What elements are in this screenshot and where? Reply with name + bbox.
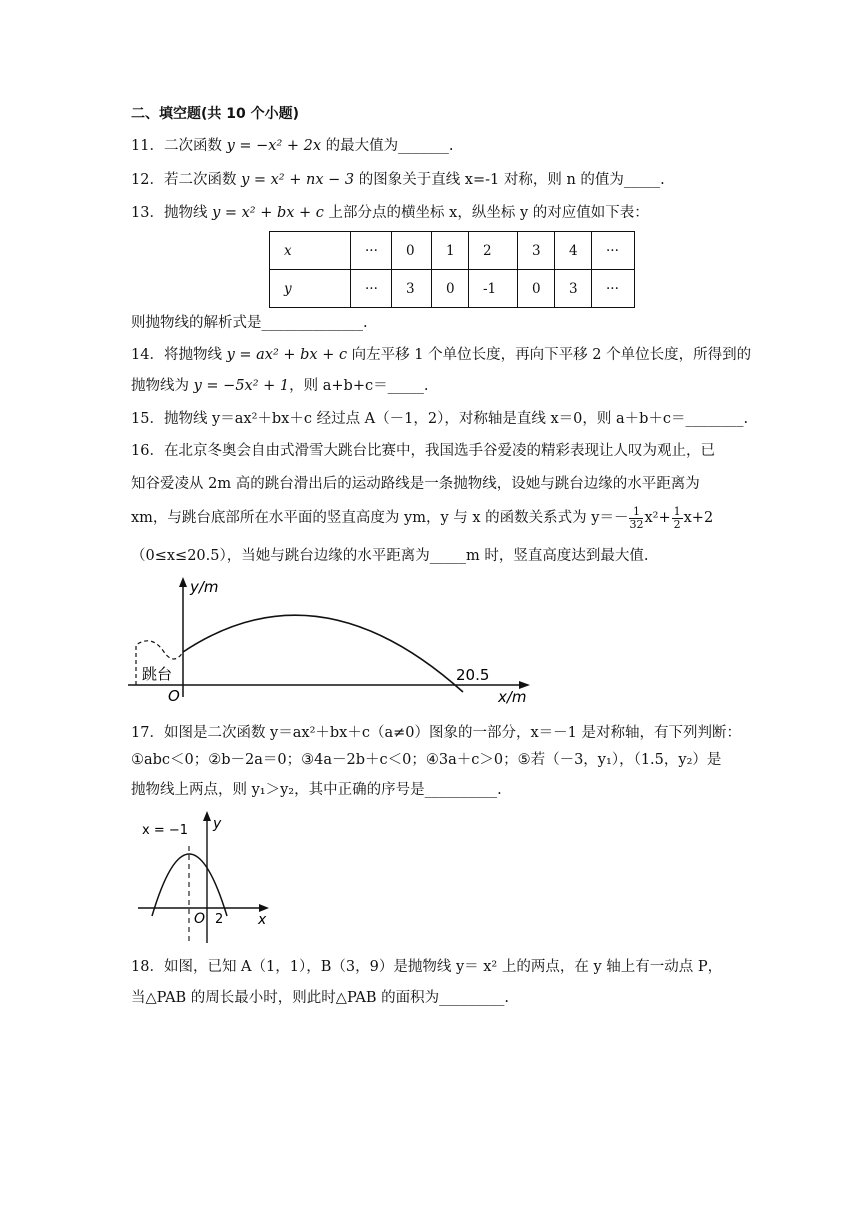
trajectory-curve: [183, 615, 463, 692]
equation: y = ax² + bx + c: [226, 347, 348, 363]
table-cell: ···: [592, 232, 635, 270]
question-15: 15．抛物线 y＝ax²＋bx＋c 经过点 A（－1，2），对称轴是直线 x＝0，则 a＋b＋c＝________.: [131, 411, 749, 427]
question-16-line-2: 知谷爱凌从 2m 高的跳台滑出后的运动路线是一条抛物线，设她与跳台边缘的水平距离为: [131, 476, 700, 492]
x-tick-label: 20.5: [456, 666, 490, 684]
table-cell: 3: [555, 270, 592, 308]
table-cell: 3: [392, 270, 432, 308]
y-axis-arrow-icon: [203, 811, 211, 821]
question-text: xm，与跳台底部所在水平面的竖直高度为 ym，y 与 x 的函数关系式为 y＝－: [131, 510, 629, 526]
question-text: ，则 a+b+c＝_____.: [289, 378, 429, 394]
equation: y = x² + bx + c: [212, 205, 324, 221]
table-cell: 3: [518, 232, 555, 270]
equation: y = −x² + 2x: [226, 138, 322, 154]
question-11: [131, 136, 454, 156]
value-table: [269, 231, 635, 308]
table-row: [270, 232, 635, 270]
fraction: $\frac{1}{2}$: [673, 504, 681, 531]
fraction: $\frac{1}{32}$: [629, 504, 644, 531]
question-12: [131, 170, 665, 190]
question-number: 14．: [131, 347, 164, 363]
question-number: 13．: [131, 205, 164, 221]
x-tick-label: 2: [215, 912, 224, 927]
table-cell: ···: [351, 270, 392, 308]
table-cell: y: [270, 270, 351, 308]
x-axis-arrow-icon: [259, 904, 269, 912]
question-text: 抛物线: [163, 205, 213, 221]
question-13-answer-line: 则抛物线的解析式是______________.: [131, 315, 368, 331]
equation: y = x² + nx − 3: [241, 172, 355, 188]
table-cell: 0: [432, 270, 469, 308]
table-cell: x: [270, 232, 351, 270]
question-17-line-1: 17．如图是二次函数 y＝ax²＋bx＋c（a≠0）图象的一部分，x＝－1 是对称轴，有下列判断：: [131, 725, 741, 741]
question-text: 向左平移 1 个单位长度，再向下平移 2 个单位长度，所得到的: [347, 347, 752, 363]
table-cell: 2: [469, 232, 518, 270]
symmetry-axis-label: x = −1: [142, 823, 189, 838]
question-17-line-2: ①abc＜0；②b－2a＝0；③4a－2b＋c＜0；④3a＋c＞0；⑤若（－3，y₁），（1.5，y₂）是: [131, 752, 722, 768]
table-cell: 4: [555, 232, 592, 270]
question-text: 将抛物线: [163, 347, 227, 363]
table-cell: -1: [469, 270, 518, 308]
y-axis-label: y: [213, 816, 222, 832]
question-18-line-2: 当△PAB 的周长最小时，则此时△PAB 的面积为_________.: [131, 990, 509, 1006]
question-text: 二次函数: [163, 138, 227, 154]
question-text: 抛物线为: [131, 378, 194, 394]
question-text: 若二次函数: [163, 172, 242, 188]
x-axis-label: x/m: [498, 688, 527, 706]
y-axis-label: y/m: [190, 578, 219, 596]
equation: y = −5x² + 1: [193, 378, 290, 394]
table-cell: 0: [518, 270, 555, 308]
question-18-line-1: 18．如图，已知 A（1，1），B（3，9）是抛物线 y＝ x² 上的两点，在 y 轴上有一动点 P，: [131, 959, 723, 975]
question-16-line-1: 16．在北京冬奥会自由式滑雪大跳台比赛中，我国选手谷爱凌的精彩表现让人叹为观止，已: [131, 443, 715, 459]
x-axis-label: x: [258, 912, 267, 928]
table-row: [270, 270, 635, 308]
question-16-line-3: [131, 504, 713, 532]
question-text: x+2: [683, 510, 714, 526]
parabola-figure: [138, 808, 278, 948]
question-text: 上部分点的横坐标 x，纵坐标 y 的对应值如下表：: [323, 205, 649, 221]
question-14-line-2: [131, 376, 428, 396]
section-title: 二、填空题(共 10 个小题): [131, 106, 300, 122]
question-number: 11．: [131, 138, 164, 154]
question-17-line-3: 抛物线上两点，则 y₁＞y₂，其中正确的序号是__________.: [131, 782, 502, 798]
ski-jump-figure: [128, 572, 538, 707]
platform-label: 跳台: [142, 665, 173, 683]
question-14: [131, 345, 751, 365]
question-text: x²+: [644, 510, 671, 526]
y-axis-arrow-icon: [179, 577, 187, 587]
origin-label: O: [168, 687, 180, 705]
question-13: [131, 203, 649, 223]
question-text: 的最大值为_______.: [321, 138, 454, 154]
question-number: 12．: [131, 172, 164, 188]
table-cell: 0: [392, 232, 432, 270]
table-cell: 1: [432, 232, 469, 270]
question-16-line-4: （0≤x≤20.5），当她与跳台边缘的水平距离为_____m 时，竖直高度达到最大值.: [131, 548, 649, 564]
table-cell: ···: [351, 232, 392, 270]
question-text: 的图象关于直线 x=-1 对称，则 n 的值为_____.: [354, 172, 665, 188]
table-cell: ···: [592, 270, 635, 308]
origin-label: O: [194, 911, 206, 927]
